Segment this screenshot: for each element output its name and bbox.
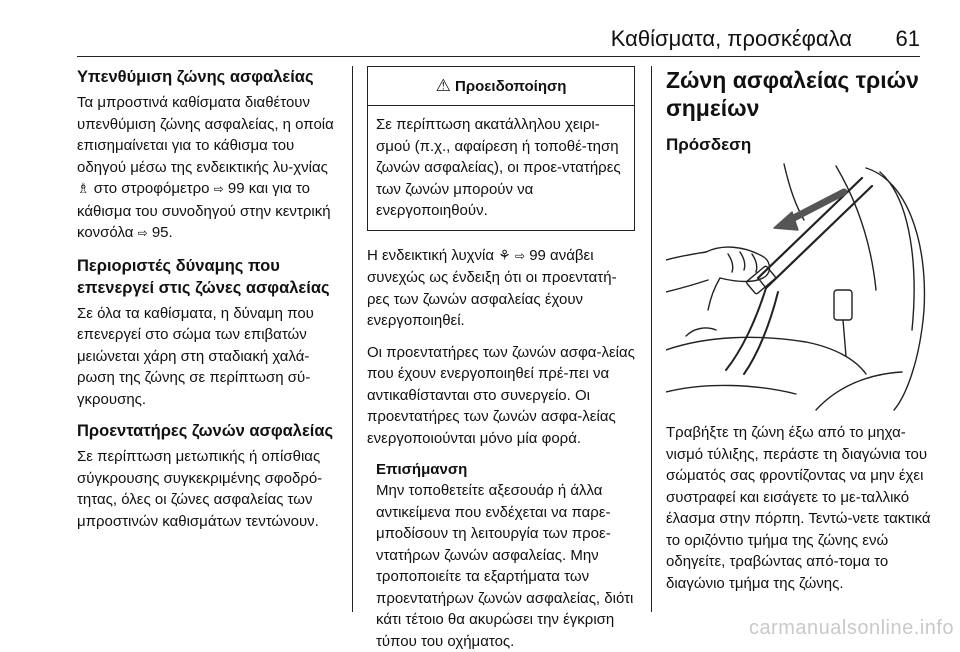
- reminder-text-2: στο στροφόμετρο: [93, 180, 210, 197]
- page-header: [0, 0, 960, 56]
- watermark: carmanualsonline.info: [748, 617, 954, 639]
- limiter-paragraph: Σε όλα τα καθίσματα, η δύναμη που επενεργεί στο σώμα των επιβατών μειώνεται χάρη στη σταδιακή χαλά-ρωση της ζώνης σε περίπτωση σύ-γκρουσης.: [77, 304, 314, 408]
- page-ref-arrow-icon: ⇨: [137, 226, 148, 240]
- note-body: Μην τοποθετείτε αξεσουάρ ή άλλα αντικείμενα που ενδέχεται να παρε-μποδίσουν τη λειτουργία των προε-ντατήρων ζωνών ασφαλείας. Μην τροποποιείτε τα εξαρτήματα των προεντατήρων ζωνών ασφαλείας, διότι κάτι τέτοιο θα ακυρώσει την έγκριση τύπου του οχήματος.: [376, 482, 634, 650]
- right-column: [666, 66, 938, 604]
- warning-header: [368, 67, 634, 106]
- left-column: [77, 66, 343, 542]
- pretensioner-lamp-icon: ⚘: [498, 247, 511, 264]
- warning-body: Σε περίπτωση ακατάλληλου χειρι-σμού (π.χ., αφαίρεση ή τοποθέ-τηση ζωνών ασφαλείας), οι προε-ντατήρες των ζωνών μπορούν να ενεργοποιηθούν.: [376, 116, 621, 219]
- indicator-text-1: Η ενδεικτική λυχνία: [367, 246, 495, 264]
- column-divider-2: [651, 66, 652, 612]
- fastening-subheading: Πρόσδεση: [666, 135, 752, 154]
- warning-title: Προειδοποίηση: [455, 78, 567, 95]
- pretensioner-heading: Προεντατήρες ζωνών ασφαλείας: [77, 422, 334, 440]
- indicator-ref[interactable]: 99: [529, 246, 546, 264]
- note-title: Επισήμανση: [376, 461, 468, 478]
- limiter-heading: Περιοριστές δύναμης που επενεργεί στις ζώνες ασφαλείας: [77, 256, 330, 297]
- reminder-text-1: Τα μπροστινά καθίσματα διαθέτουν υπενθύμιση ζώνης ασφαλείας, η οποία επισημαίνεται για το κάθισμα του οδηγού μέσω της ενδεικτικής λυ-χνίας: [77, 94, 334, 176]
- fastening-paragraph: Τραβήξτε τη ζώνη έξω από το μηχα-νισμό τύλιξης, περάστε τη διαγώνια του σώματός σας φροντίζοντας να μην έχει συστραφεί και εισάγετε το με-ταλλικό έλασμα στην πόρπη. Τεντώ-νετε τακτικά το οριζόντιο τμήμα της ζώνης ενώ οδηγείτε, τραβώντας από-τομα το διαγώνιο τμήμα της ζώνης.: [666, 424, 931, 592]
- reminder-ref-1[interactable]: 99: [227, 180, 245, 197]
- page-number: 61: [895, 26, 920, 51]
- seatbelt-reminder-icon: ♗: [77, 181, 90, 197]
- reminder-ref-2[interactable]: 95.: [151, 224, 173, 241]
- reminder-text-3: και για το κάθισμα του συνοδηγού στην κεντρική κονσόλα: [77, 180, 331, 241]
- header-divider: [77, 56, 920, 57]
- reminder-heading: Υπενθύμιση ζώνης ασφαλείας: [77, 68, 314, 86]
- reminder-paragraph: [77, 92, 343, 245]
- column-divider-1: [352, 66, 353, 612]
- section-title: Ζώνη ασφαλείας τριών σημείων: [666, 67, 919, 121]
- indicator-paragraph: [367, 245, 635, 332]
- page-ref-arrow-icon: ⇨: [514, 248, 526, 263]
- warning-box: [367, 66, 635, 231]
- replace-paragraph: Οι προεντατήρες των ζωνών ασφα-λείας που έχουν ενεργοποιηθεί πρέ-πει να αντικαθίστανται στο συνεργείο. Οι προεντατήρες των ζωνών ασφα-λείας ενεργοποιούνται μόνο μία φορά.: [367, 343, 635, 447]
- chapter-title: Καθίσματα, προσκέφαλα: [610, 26, 852, 51]
- seatbelt-fastening-illustration: [666, 160, 934, 412]
- middle-column: [367, 66, 635, 652]
- warning-triangle-icon: ⚠: [435, 76, 451, 96]
- pretensioner-paragraph: Σε περίπτωση μετωπικής ή οπίσθιας σύγκρουσης συγκεκριμένης σφοδρό-τητας, όλες οι ζώνες ασφαλείας των μπροστινών καθισμάτων τεντώνουν.: [77, 448, 323, 530]
- page-ref-arrow-icon: ⇨: [213, 182, 224, 196]
- seatbelt-illustration-svg: [666, 160, 934, 412]
- indicator-text-2: ανάβει συνεχώς ως ένδειξη ότι οι προεντατή-ρες των ζωνών ασφαλείας έχουν ενεργοποιηθεί.: [367, 246, 617, 329]
